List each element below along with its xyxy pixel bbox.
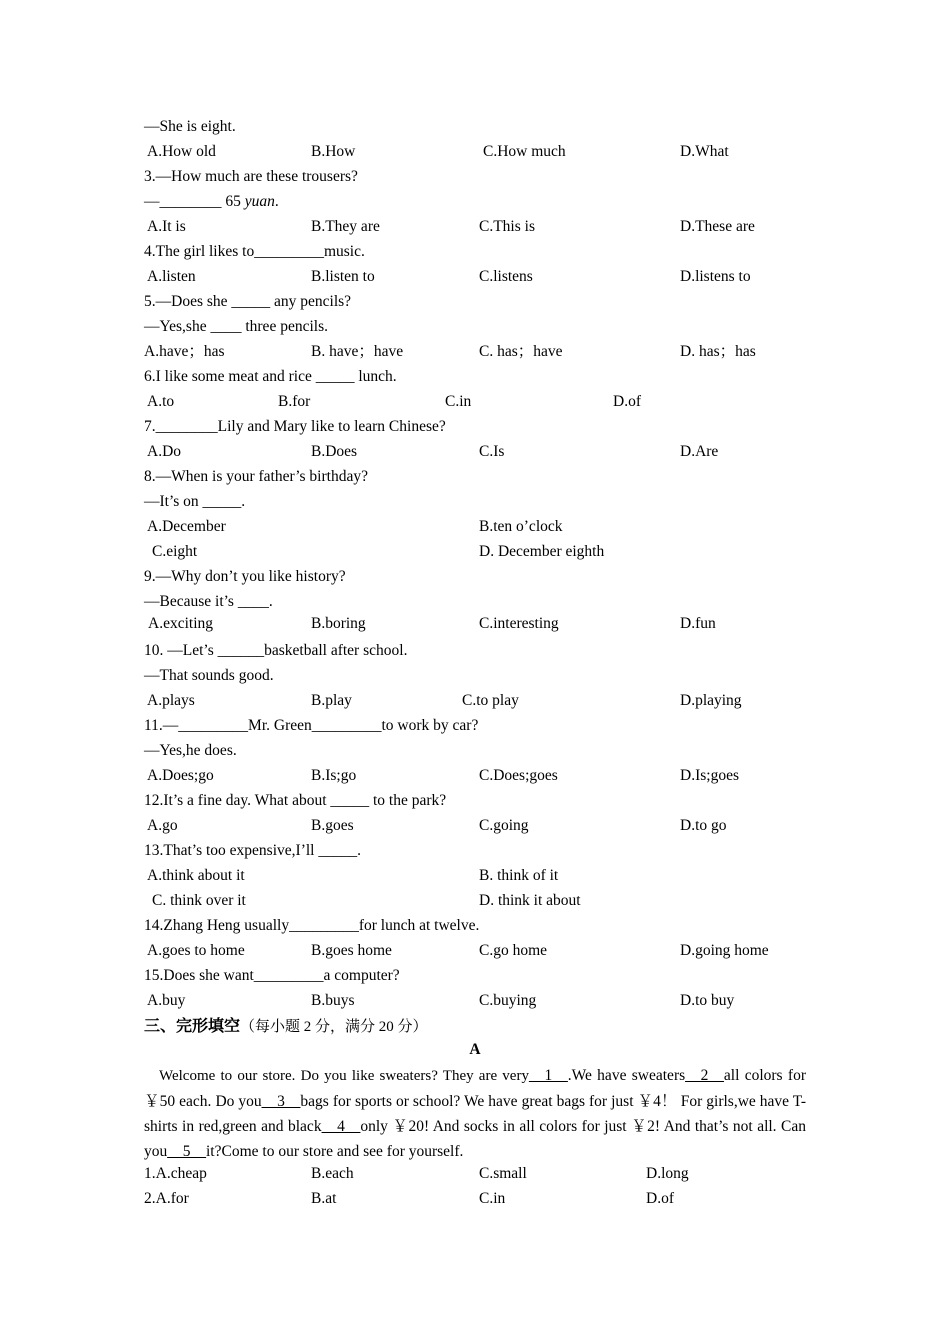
italic-word: yuan [244,193,275,210]
passage-text: only ￥20! And socks in all colors for just ￥2! And that’s not all. Can you [144,1118,806,1160]
option-c: C.listens [479,268,533,285]
answer-period: . [274,193,279,210]
option-c: C.going [479,817,529,834]
option-a: A.to [147,393,175,410]
passage-text: all colors for ￥50 each. Do you [144,1067,806,1110]
option-c: C.go home [479,942,548,959]
section-note: （每小题 2 分，满分 20 分） [240,1019,428,1035]
cloze-1-option-b: B.each [311,1165,354,1182]
option-a: A.listen [147,268,196,285]
option-d: D.fun [680,615,716,632]
option-d: D.playing [680,692,742,709]
option-c: C.buying [479,992,537,1009]
answer-text: —________ 65 [144,193,245,210]
option-d: D.Is;goes [680,767,739,784]
question-14: 14.Zhang Heng usually_________for lunch at twelve. [144,917,480,934]
passage-text: bags for sports or school? We have great bags for just ￥4！ For girls,we have T-shirts in red,green and black [144,1093,806,1135]
blank-4: __4__ [321,1118,361,1135]
cloze-passage [144,1063,806,1164]
question-7: 7.________Lily and Mary like to learn Chinese? [144,418,446,435]
option-a: A.buy [147,992,186,1009]
option-c: C. think over it [152,892,246,909]
option-c: C.Does;goes [479,767,558,784]
option-c: C.interesting [479,615,559,632]
option-b: B.Is;go [311,767,357,784]
option-b: B.buys [311,992,355,1009]
option-a: A.goes to home [147,942,245,959]
option-a: A.Does;go [147,767,214,784]
cloze-2-option-a: 2.A.for [144,1190,189,1207]
option-d: D. has；has [680,343,756,360]
question-3: 3.—How much are these trousers? [144,168,358,185]
passage-text: it?Come to our store and see for yourself. [206,1143,464,1160]
option-a: A.think about it [147,867,245,884]
option-a: A.exciting [148,615,213,632]
option-c: C.This is [479,218,535,235]
option-d: D. December eighth [479,543,605,560]
option-b: B.boring [311,615,366,632]
option-a: A.December [147,518,226,535]
option-d: D.What [680,143,729,160]
blank-3: __3__ [261,1093,301,1110]
option-c: C. has；have [479,343,563,360]
option-b: B.listen to [311,268,375,285]
question-13: 13.That’s too expensive,I’ll _____. [144,842,361,859]
option-c: C.eight [152,543,198,560]
question-8-answer: —It’s on _____. [144,493,246,510]
option-c: C.in [445,393,472,410]
passage-text: .We have sweaters [567,1067,686,1084]
question-5-answer: —Yes,she ____ three pencils. [144,318,328,335]
answer-line: —She is eight. [144,118,236,135]
passage-title: A [469,1041,481,1058]
option-b: B.How [311,143,356,160]
option-d: D.These are [680,218,755,235]
option-c: C.Is [479,443,505,460]
blank-5: __5__ [167,1143,206,1160]
option-d: D.listens to [680,268,751,285]
option-c: C.to play [462,692,519,709]
question-15: 15.Does she want_________a computer? [144,967,400,984]
question-11-answer: —Yes,he does. [144,742,237,759]
cloze-1-option-a: 1.A.cheap [144,1165,207,1182]
cloze-2-option-b: B.at [311,1190,337,1207]
option-a: A.have；has [144,343,225,360]
option-a: A.go [147,817,178,834]
question-9: 9.—Why don’t you like history? [144,568,346,585]
blank-1: __1__ [528,1067,568,1084]
option-d: D.to buy [680,992,735,1009]
cloze-1-option-d: D.long [646,1165,689,1182]
question-10-answer: —That sounds good. [144,667,274,684]
section-heading [144,1014,428,1038]
option-b: B.for [278,393,311,410]
cloze-1-option-c: C.small [479,1165,527,1182]
option-a: A.It is [147,218,186,235]
option-c: C.How much [483,143,566,160]
passage-text: Welcome to our store. Do you like sweaters? They are very [159,1068,529,1084]
option-a: A.How old [147,143,216,160]
option-d: D.of [613,393,641,410]
option-b: B.ten o’clock [479,518,563,535]
section-title: 三、完形填空 [144,1016,241,1035]
option-a: A.Do [147,443,182,460]
option-d: D. think it about [479,892,581,909]
question-9-answer: —Because it’s ____. [144,593,273,610]
option-d: D.going home [680,942,769,959]
option-b: B. think of it [479,867,559,884]
option-b: B.They are [311,218,380,235]
option-a: A.plays [147,692,195,709]
question-3-answer [144,191,279,213]
option-b: B.goes home [311,942,392,959]
option-b: B.goes [311,817,354,834]
question-8: 8.—When is your father’s birthday? [144,468,368,485]
blank-2: __2__ [685,1067,724,1084]
cloze-2-option-d: D.of [646,1190,674,1207]
option-b: B.play [311,692,352,709]
question-6: 6.I like some meat and rice _____ lunch. [144,368,397,385]
option-b: B. have；have [311,343,404,360]
cloze-2-option-c: C.in [479,1190,506,1207]
question-5: 5.—Does she _____ any pencils? [144,293,352,310]
question-11: 11.—_________Mr. Green_________to work by car? [144,717,479,734]
question-12: 12.It’s a fine day. What about _____ to the park? [144,792,447,809]
question-10: 10. —Let’s ______basketball after school. [144,642,408,659]
option-d: D.Are [680,443,719,460]
option-b: B.Does [311,443,358,460]
option-d: D.to go [680,817,727,834]
question-4: 4.The girl likes to_________music. [144,243,365,260]
